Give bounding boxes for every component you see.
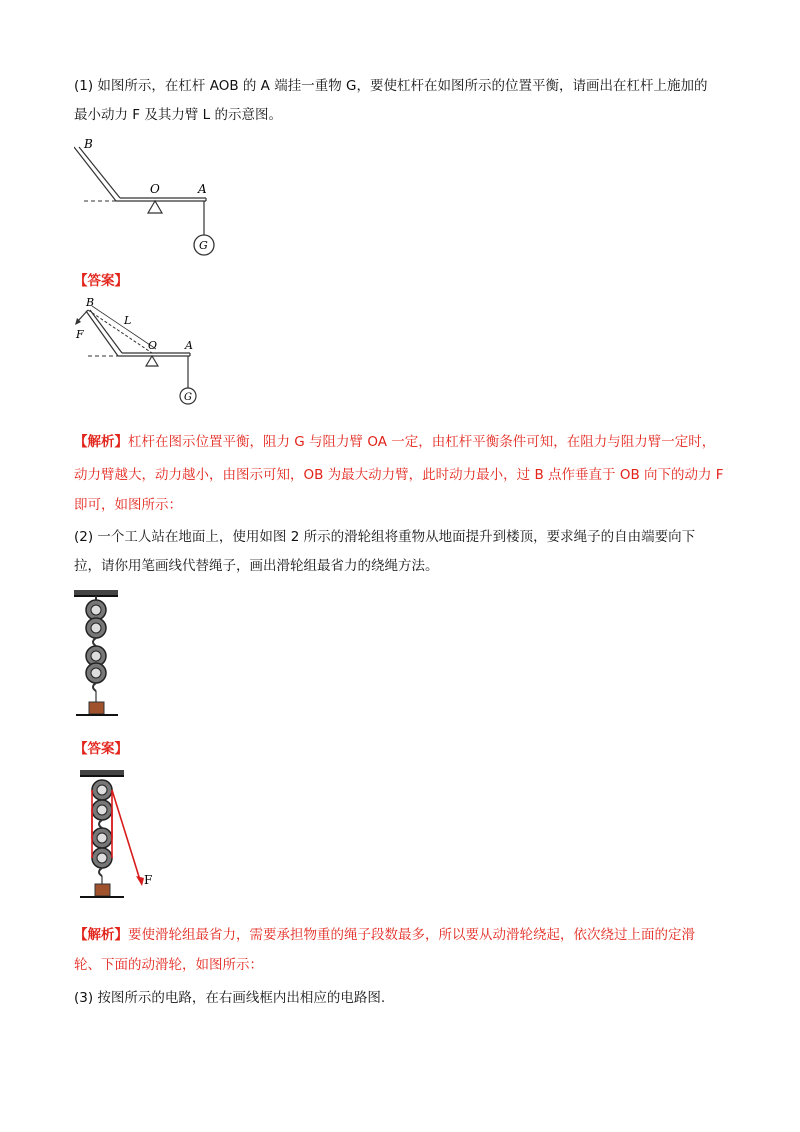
q2-answer-heading: 【答案】 [74, 741, 128, 757]
point-a-label: A [198, 182, 207, 196]
q1-text-line-1: (1) 如图所示，在杠杆 AOB 的 A 端挂一重物 G，要使杠杆在如图所示的位置平衡，请画出在杠杆上施加的 [74, 78, 708, 94]
answer-force-f-label: F [76, 328, 84, 341]
q1-text-line-2: 最小动力 F 及其力臂 L 的示意图。 [74, 107, 282, 123]
q2-analysis-line-2: 轮、下面的动滑轮，如图所示： [74, 957, 263, 973]
q1-analysis-line-1 [74, 432, 715, 452]
point-o-label: O [150, 182, 160, 196]
q1-analysis-line-2: 动力臂越大，动力越小，由图示可知，OB 为最大动力臂，此时动力最小，过 B 点作垂直于 OB 向下的动力 F [74, 467, 724, 483]
q1-analysis-text-1: 杠杆在图示位置平衡，阻力 G 与阻力臂 OA 一定，由杠杆平衡条件可知，在阻力与阻力臂一定时， [128, 434, 716, 450]
answer-force-label: F [144, 873, 153, 887]
q2-analysis-line-1 [74, 925, 695, 945]
answer-point-a-label: A [185, 339, 193, 352]
answer-point-b-label: B [86, 296, 95, 309]
q3-text-line-1: (3) 按图所示的电路，在右画线框内出相应的电路图. [74, 990, 386, 1006]
q2-analysis-heading: 【解析】 [74, 927, 128, 943]
lever-answer-figure [72, 296, 202, 408]
q1-analysis-heading: 【解析】 [74, 434, 128, 450]
pulley-answer-figure [72, 766, 172, 906]
q2-text-line-1: (2) 一个工人站在地面上，使用如图 2 所示的滑轮组将重物从地面提升到楼顶，要求绳子的自由端要向下 [74, 529, 696, 545]
weight-g-label: G [199, 239, 208, 252]
q1-answer-heading: 【答案】 [74, 273, 128, 289]
answer-point-o-label: O [148, 339, 158, 352]
q2-analysis-text-1: 要使滑轮组最省力，需要承担物重的绳子段数最多，所以要从动滑轮绕起，依次绕过上面的定滑 [128, 927, 695, 943]
point-b-label: B [84, 137, 93, 151]
pulley-figure [72, 588, 122, 722]
answer-weight-g-label: G [184, 392, 192, 403]
answer-arm-l-label: L [124, 314, 132, 327]
q2-text-line-2: 拉，请你用笔画线代替绳子，画出滑轮组最省力的绕绳方法。 [74, 558, 439, 574]
q1-analysis-line-3: 即可，如图所示： [74, 497, 182, 513]
lever-figure [74, 135, 234, 263]
